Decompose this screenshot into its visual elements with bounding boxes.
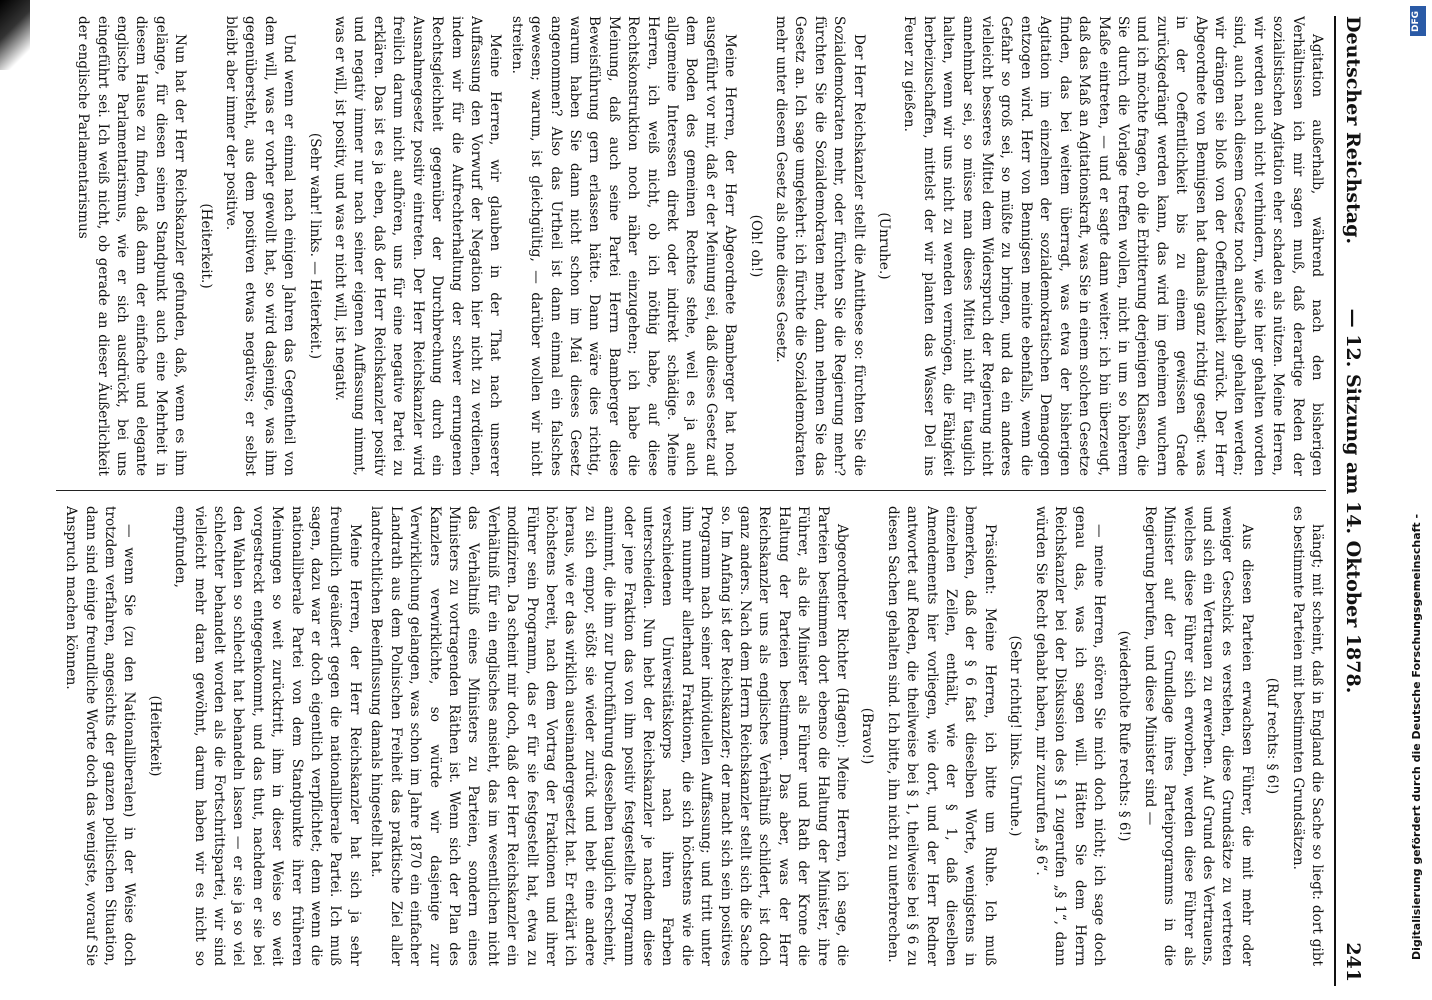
right-column xyxy=(56,506,1326,966)
paragraph: — wenn Sie (zu den Nationalliberalen) in der Weise doch trotzdem verfahren, angesichts der ganzen politischen Situation, dann sind einige freundliche Worte doch das wenigste, worauf Sie Anspruch machen können. xyxy=(63,506,138,966)
dfg-logo xyxy=(1410,6,1426,36)
interjection: (wiederholte Rufe rechts: § 6!) xyxy=(1116,630,1133,842)
paragraph: hängt; mit scheint, daß in England die Sache so liegt: dort gibt es bestimmte Parteien mit bestimmten Grundsätzen. xyxy=(1289,506,1325,966)
paragraph: Nun hat der Herr Reichskanzler gefunden, daß, wenn es ihm gelänge, für diesen seinen Standpunkt auch eine Mehrheit in diesem Hause zu finden, daß dann der einfache und elegante englische Parlamentarismus, wie er sich ausdrückt, bei uns eingeführt sei. Ich weiß nicht, ob gerade an dieser Äußerlichkeit der englische Parlamentarismus xyxy=(75,16,189,476)
paragraph: Meine Herren, der Herr Reichskanzler hat sich ja sehr freundlich geäußert gegen die nationalliberale Partei. Ich muß sagen, dazu war er doch eigentlich verpflichtet; denn wenn die nationalliberale Partei von dem Standpunkte ihrer früheren Meinungen so weit zurücktritt, ihm in dieser Weise so weit vorgestreckt entgegenkommt, und das thut, nachdem er sie bei den Wahlen so schlecht hat behandeln lassen — er sie ja so viel schlechter behandelt worden als die Fortschrittspartei, wir sind vielleicht mehr daran gewöhnt, darum haben wir es nicht so empfunden, xyxy=(172,506,363,966)
paragraph: Der Herr Reichskanzler stellt die Antithese so: fürchten Sie die Sozialdemokraten mehr, oder fürchten Sie die Regierung mehr? fürchten Sie die Sozialdemokraten mehr, dann nehmen Sie das Gesetz an. Ich sage umgekehrt: ich fürchte die Sozialdemokraten mehr unter diesem Gesetz als ohne dieses Gesetz. xyxy=(773,16,867,476)
credit-text: Digitalisierung gefördert durch die Deutsche Forschungsgemeinschaft - xyxy=(1410,513,1423,960)
page-number: 241 xyxy=(1342,942,1364,982)
digitization-credit xyxy=(1410,40,1424,960)
header-session: — 12. Sitzung am 14. Oktober 1878. xyxy=(1342,308,1364,694)
interjection: (Bravo!) xyxy=(859,707,876,765)
paragraph: Meine Herren, wir glauben in der That nach unserer Auffassung den Vorwurf der Negation hier nicht zu verdienen, indem wir für die Aufrechterhaltung der schwer errungenen Rechtsgleichheit gegenüber der Durchbrechung durch ein Ausnahmegesetz positiv eintreten. Der Herr Reichskanzler wird freilich darum nicht aufhören, uns für eine negative Partei zu erklären. Das ist es ja eben, daß der Herr Reichskanzler positiv und negativ immer nur nach seiner eigenen Auffassung nimmt, was er will, ist positiv, und was er nicht will, ist negativ. xyxy=(332,16,504,476)
paragraph: Agitation außerhalb, während nach den bisherigen Verhältnissen ich mir sagen muß, daß derartige Reden der sozialistischen Agitation eher schaden als nützen. Meine Herren, wir werden auch nicht verhindern, wie sie hier gehalten worden sind, auch nach diesem Gesetz noch außerhalb gehalten werden; wir drängen sie bloß von der Oeffentlichkeit zurück. Der Herr Abgeordnete von Bennigsen hat damals ganz richtig gesagt: was in der Oeffentlichkeit bis zu einem gewissen Grade zurückgedrängt werden kann, das wird im geheimen wuchern und ich möchte fragen, ob die Erbitterung derjenigen Klassen, die Sie durch die Vorlage treffen wollen, nicht in um so höherem Maße eintreten, — und er sagte dann weiter: ich bin überzeugt, daß das Maß an Agitationskraft, was Sie in einem solchen Gesetze finden, das bei weitem überragt, was etwa der bisherigen Agitation im einzelnen der sozialdemokratischen Demagogen entzogen wird. Herr von Bennigsen meinte ebenfalls, wenn die Gefahr so groß sei, so müßte zu bringen, und da ein anderes vielleicht besseres Mittel dem Widerspruch der Regierung nicht annehmbar sei, so müsse man dieses Mittel nicht für tauglich halten, wenn wir uns nicht zu wenden vermögen, die Fähigkeit herbeizuschaffen, mittelst der wir planten das Wasser Del ins Feuer zu gießen. xyxy=(901,16,1325,476)
left-column xyxy=(56,16,1326,476)
interjection: (Ruf rechts: § 6!) xyxy=(1264,677,1281,795)
scan-edge-shadow xyxy=(0,0,30,70)
interjection: (Sehr wahr! links. — Heiterkeit.) xyxy=(306,132,323,360)
header-title: Deutscher Reichstag. xyxy=(1342,16,1364,245)
interjection: (Heiterkeit.) xyxy=(197,203,214,289)
column-divider xyxy=(56,490,1326,491)
interjection: (Oh! oh!) xyxy=(747,214,764,278)
rotated-document-page xyxy=(50,16,1380,986)
dfg-logo-text: DFG xyxy=(1411,10,1421,32)
page-header xyxy=(1334,16,1380,986)
paragraph: Präsident: Meine Herren, ich bitte um Ruhe. Ich muß bemerken, daß der § 6 fast dieselben Worte, wenigstens in einzelnen Zeilen, enthält, wie der § 1, daß dieselben Amendements hier vorliegen, wie dort, und der Herr Redner antwortet auf Reden, die theilweise bei § 1, theilweise bei § 6 zu diesen Sachen gehalten sind. Ich bitte, ihn nicht zu unterbrechen. xyxy=(884,506,998,966)
interjection: (Unruhe.) xyxy=(876,212,893,280)
interjection: (Heiterkeit) xyxy=(146,695,163,777)
interjection: (Sehr richtig! links. Unruhe.) xyxy=(1007,635,1024,837)
paragraph: Aus diesen Parteien erwachsen Führer, die mit mehr oder weniger Geschick es verstehen, diese Grundsätze zu vertreten und sich ein Vertrauen zu erwerben. Auf Grund des Vertrauens, welches diese Führer sich erworben, werden diese Führer als Minister auf der Grundlage ihres Parteiprogramms in die Regierung berufen, und diese Minister sind — xyxy=(1141,506,1255,966)
paragraph: Abgeordneter Richter (Hagen): Meine Herren, ich sage, die Parteien bestimmen dort ebenso die Haltung der Minister, ihre Führer, als die Minister als Führer und Rath der Krone die Haltung der Parteien bestimmen. Das aber, was der Herr Reichskanzler uns als englisches Verhältniß schildert, ist doch ganz anders. Nach dem Herrn Reichskanzler stellt sich die Sache so. Im Anfang ist der Reichskanzler; der macht sich sein positives Programm nach seiner individuellen Auffassung; und tritt unter ihm nunmehr allerhand Fraktionen, die sich höchstens wie die verschiedenen Universitätskorps nach ihren Farben unterscheiden. Nun hebt der Reichskanzler je nachdem diese oder jene Fraktion das von ihm positiv festgestellte Programm annimmt, die ihm zur Durchführung desselben tauglich erscheint, zu sich empor, stößt sie wieder zurück und hebt eine andere heraus, wie er das wirklich auseinandergesetzt hat. Er erklärt ich höchstens bereit, nach dem Vortrag der Fraktionen und ihrer Führer sein Programm, das er für sie festgestellt hat, etwa zu modifiziren. Da scheint mir doch, daß der Herr Reichskanzler ein Verhältniß für ein englisches ansieht, das im wesentlichen nicht das Verhältniß eines Ministers zu Parteien, sondern eines Ministers zu vortragenden Räthen ist. Wenn sich der Plan des Kanzlers verwirklichte, so würde wir dasjenige zur Verwirklichung gelangen, was schon im Jahre 1870 ein einfacher Landrath aus dem Polnischen Freiheit das praktische Ziel aller landrechtlichen Beeinflussung damals hingestellt hat. xyxy=(368,506,851,966)
paragraph: Meine Herren, der Herr Abgeordnete Bamberger hat noch ausgeführt vor mir, daß er der Meinung sei, daß dieses Gesetz auf dem Boden des gemeinen Rechtes stehe, weil es ja auch allgemeine Interessen direkt oder indirekt schädige. Meine Herren, ich weiß nicht, ob ich nöthig habe, auf diese Rechtskonstruktion noch näher einzugehen; ich habe die Meinung, daß auch seine Partei Herrn Bamberger diese Beweisführung gern erlassen hätte. Dann wäre dies richtig, warum haben Sie dann nicht schon im Mai dieses Gesetz angenommen? Also das Urtheil ist dann einmal ein falsches gewesen; warum, ist gleichgültig, — darüber wollen wir nicht streiten. xyxy=(508,16,739,476)
paragraph: Und wenn er einmal nach einigen Jahren das Gegentheil von dem will, was er vorher gewollt hat, so wird dasjenige, was ihm gegenübersteht, aus dem positiven etwas negatives; er selbst bleibt aber immer der positive. xyxy=(223,16,298,476)
paragraph: — meine Herren, stören Sie mich doch nicht; ich sage doch genau das, was ich sagen will. Hätten Sie dem Herrn Reichskanzler bei der Diskussion des § 1 zugerufen „§ 1“, dann würden Sie Recht gehabt haben, mir zuzurufen „§ 6“. xyxy=(1032,506,1107,966)
